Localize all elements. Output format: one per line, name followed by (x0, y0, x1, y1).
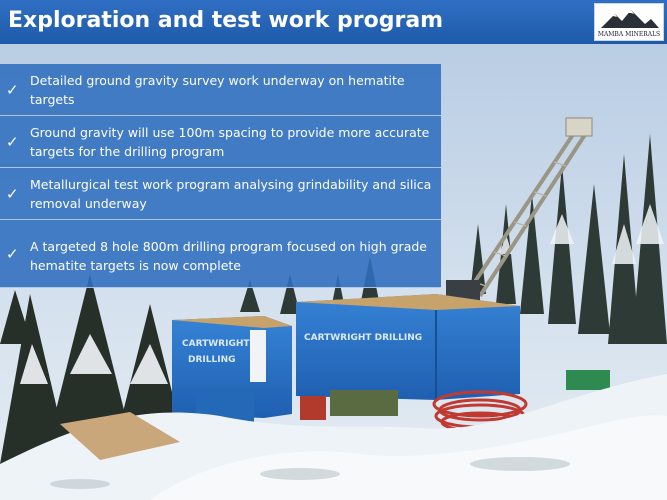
bullet-panel (0, 64, 441, 288)
bullet-text: Metallurgical test work program analysing grindability and silica removal underway (30, 177, 432, 211)
shed-sign-right: CARTWRIGHT DRILLING (304, 333, 423, 343)
shed-sign-left-2: DRILLING (188, 355, 236, 365)
company-logo (594, 3, 664, 41)
bullet-text: A targeted 8 hole 800m drilling program focused on high grade hematite targets is now complete (30, 239, 427, 273)
check-icon: ✓ (6, 132, 19, 151)
check-icon: ✓ (6, 80, 19, 99)
title-bar (0, 0, 667, 44)
bullet-item (0, 116, 441, 168)
bullet-item (0, 168, 441, 220)
bullet-text: Ground gravity will use 100m spacing to provide more accurate targets for the drilling program (30, 125, 430, 159)
check-icon: ✓ (6, 184, 19, 203)
check-icon: ✓ (6, 244, 19, 263)
bullet-text: Detailed ground gravity survey work underway on hematite targets (30, 73, 405, 107)
slide-title: Exploration and test work program (8, 8, 444, 33)
bullet-item (0, 64, 441, 116)
bullet-item (0, 220, 441, 288)
logo-text: MAMBA MINERALS (597, 31, 661, 38)
shed-sign-left-1: CARTWRIGHT (182, 339, 250, 349)
